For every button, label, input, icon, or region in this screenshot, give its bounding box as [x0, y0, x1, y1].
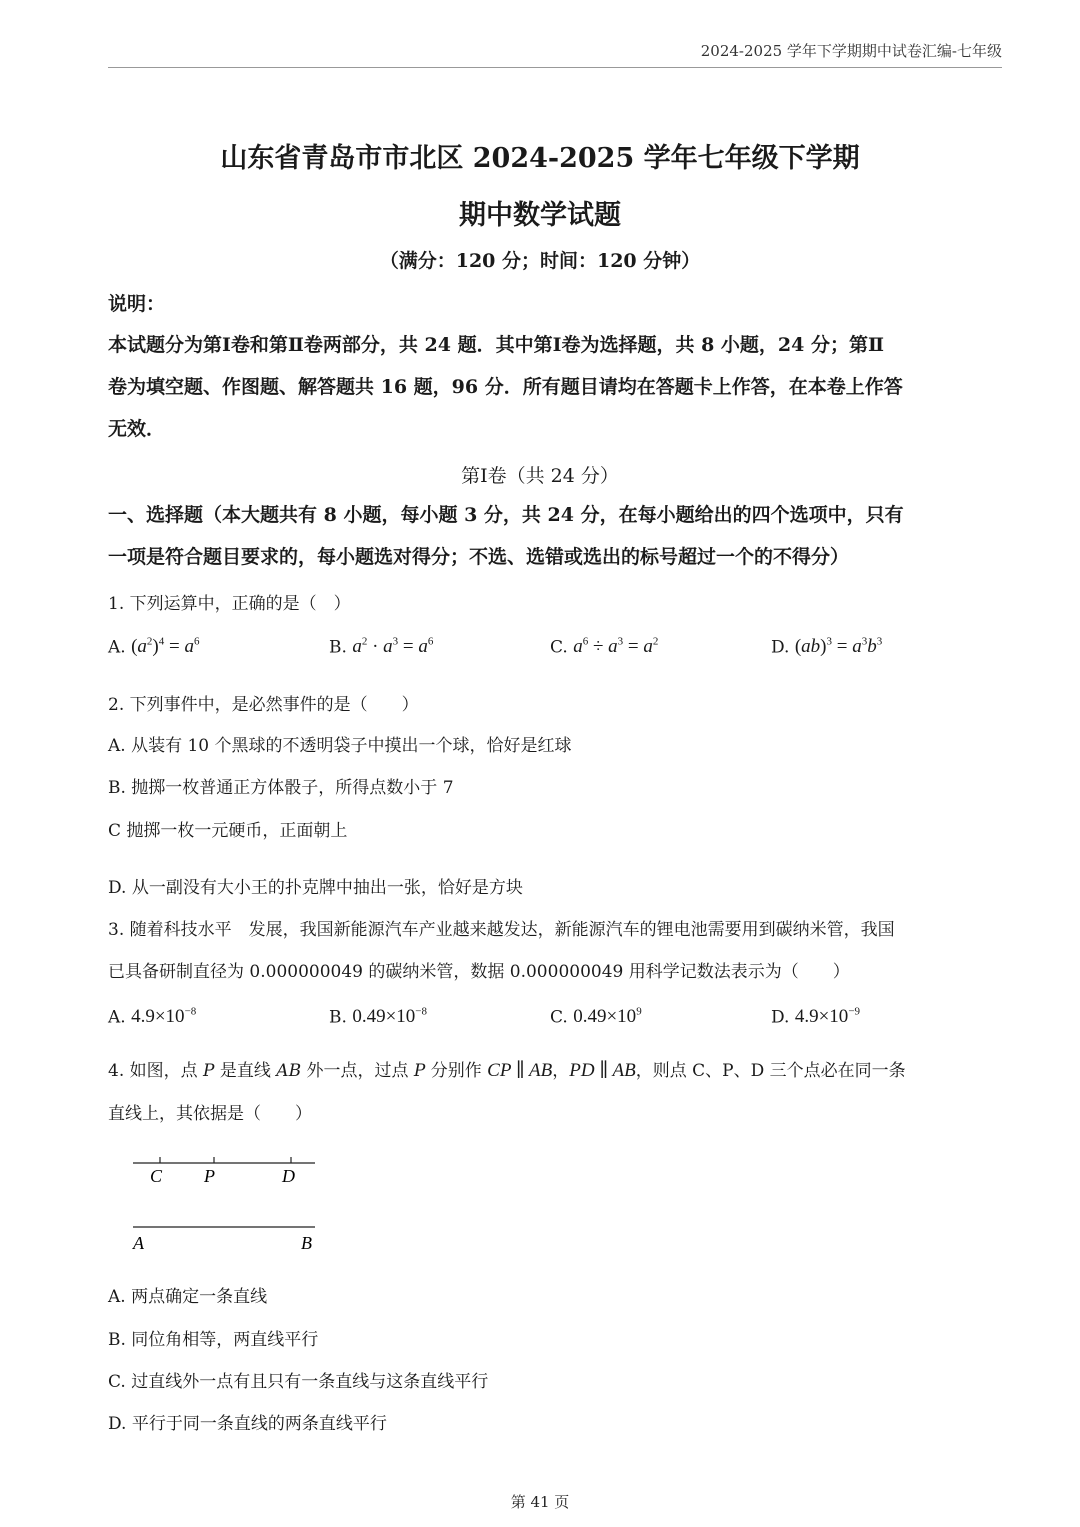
q3-d-expr: $4.9\times 10^{-9}$: [794, 1006, 861, 1028]
question-2-stem: 2. 下列事件中，是必然事件的是（ ）: [108, 695, 419, 715]
q3-a-expr: $4.9\times 10^{-8}$: [131, 1006, 197, 1028]
question-2-option-c: C 抛掷一枚一元硬币，正面朝上: [108, 821, 348, 841]
label-p: P: [204, 1166, 215, 1186]
question-2-option-b: B. 抛掷一枚普通正方体骰子，所得点数小于 7: [108, 778, 454, 798]
question-3-option-a: A. $4.9\times 10^{-8}$: [108, 1006, 197, 1028]
question-1-option-a: A. $(a^2)^4 = a^6$: [108, 636, 200, 658]
header-series: 2024-2025 学年下学期期中试卷汇编-七年级: [700, 42, 1002, 60]
section-heading: 第Ⅰ卷（共 24 分）: [461, 465, 619, 487]
question-1-option-c: C. $a^6 \div a^3 = a^2$: [550, 636, 659, 658]
question-1-option-b: B. $a^2 \cdot a^3 = a^6$: [329, 636, 434, 658]
part-instructions-line-1: 一、选择题（本大题共有 8 小题，每小题 3 分，共 24 分，在每小题给出的四个选项中，只有: [108, 504, 904, 526]
q3-c-expr: $0.49\times 10^9$: [573, 1006, 642, 1028]
question-4-option-c: C. 过直线外一点有且只有一条直线与这条直线平行: [108, 1372, 489, 1392]
question-3-stem-line-1: 3. 随着科技水平 发展，我国新能源汽车产业越来越发达，新能源汽车的锂电池需要用到碳纳米管，我国: [108, 920, 895, 940]
instructions-line-1: 本试题分为第Ⅰ卷和第Ⅱ卷两部分，共 24 题．其中第Ⅰ卷为选择题，共 8 小题，24 分；第Ⅱ: [108, 334, 884, 356]
page-number: 第 41 页: [510, 1493, 570, 1511]
label-a: A: [133, 1233, 144, 1253]
question-4-stem-line-2: 直线上，其依据是（ ）: [108, 1104, 312, 1124]
exam-subtitle: 期中数学试题: [459, 200, 621, 231]
exam-meta: （满分：120 分；时间：120 分钟）: [379, 250, 701, 272]
instructions-line-3: 无效．: [108, 418, 166, 440]
question-1-stem: 1. 下列运算中，正确的是（ ）: [108, 594, 351, 614]
question-4-option-a: A. 两点确定一条直线: [108, 1287, 268, 1307]
parallel-lines-diagram: [120, 1148, 340, 1260]
header-rule: [108, 67, 1002, 68]
question-2-option-a: A. 从装有 10 个黑球的不透明袋子中摸出一个球，恰好是红球: [108, 736, 572, 756]
part-instructions-line-2: 一项是符合题目要求的，每小题选对得分；不选、选错或选出的标号超过一个的不得分）: [108, 546, 850, 568]
question-3-stem-line-2: 已具备研制直径为 0.000000049 的碳纳米管，数据 0.000000049 用科学记数法表示为（ ）: [108, 962, 850, 982]
question-3-option-c: C. $0.49\times 10^9$: [550, 1006, 642, 1028]
label-c: C: [150, 1166, 163, 1186]
q1-c-expr: $a^6 \div a^3 = a^2$: [573, 636, 659, 658]
q1-d-expr: $(ab)^3 = a^3b^3$: [794, 636, 883, 658]
question-4-stem-line-1: 4. 如图，点 P 是直线 AB 外一点，过点 P 分别作 CP ∥ AB，PD ∥ AB，则点 C、P、D 三个点必在同一条: [108, 1060, 906, 1081]
q3-b-expr: $0.49\times 10^{-8}$: [352, 1006, 427, 1028]
question-4-option-d: D. 平行于同一条直线的两条直线平行: [108, 1414, 387, 1434]
instructions-label: 说明：: [108, 293, 166, 315]
question-3-option-b: B. $0.49\times 10^{-8}$: [329, 1006, 427, 1028]
label-b: B: [301, 1233, 312, 1253]
question-1-option-d: D. $(ab)^3 = a^3b^3$: [771, 636, 883, 658]
q1-a-expr: $(a^2)^4 = a^6$: [131, 636, 200, 658]
exam-title: 山东省青岛市市北区 2024-2025 学年七年级下学期: [220, 143, 860, 174]
q1-b-expr: $a^2 \cdot a^3 = a^6$: [352, 636, 434, 658]
label-d: D: [282, 1166, 295, 1186]
instructions-line-2: 卷为填空题、作图题、解答题共 16 题，96 分．所有题目请均在答题卡上作答，在本卷上作答: [108, 376, 903, 398]
question-2-option-d: D. 从一副没有大小王的扑克牌中抽出一张，恰好是方块: [108, 878, 523, 898]
question-3-option-d: D. $4.9\times 10^{-9}$: [771, 1006, 861, 1028]
question-4-option-b: B. 同位角相等，两直线平行: [108, 1330, 319, 1350]
